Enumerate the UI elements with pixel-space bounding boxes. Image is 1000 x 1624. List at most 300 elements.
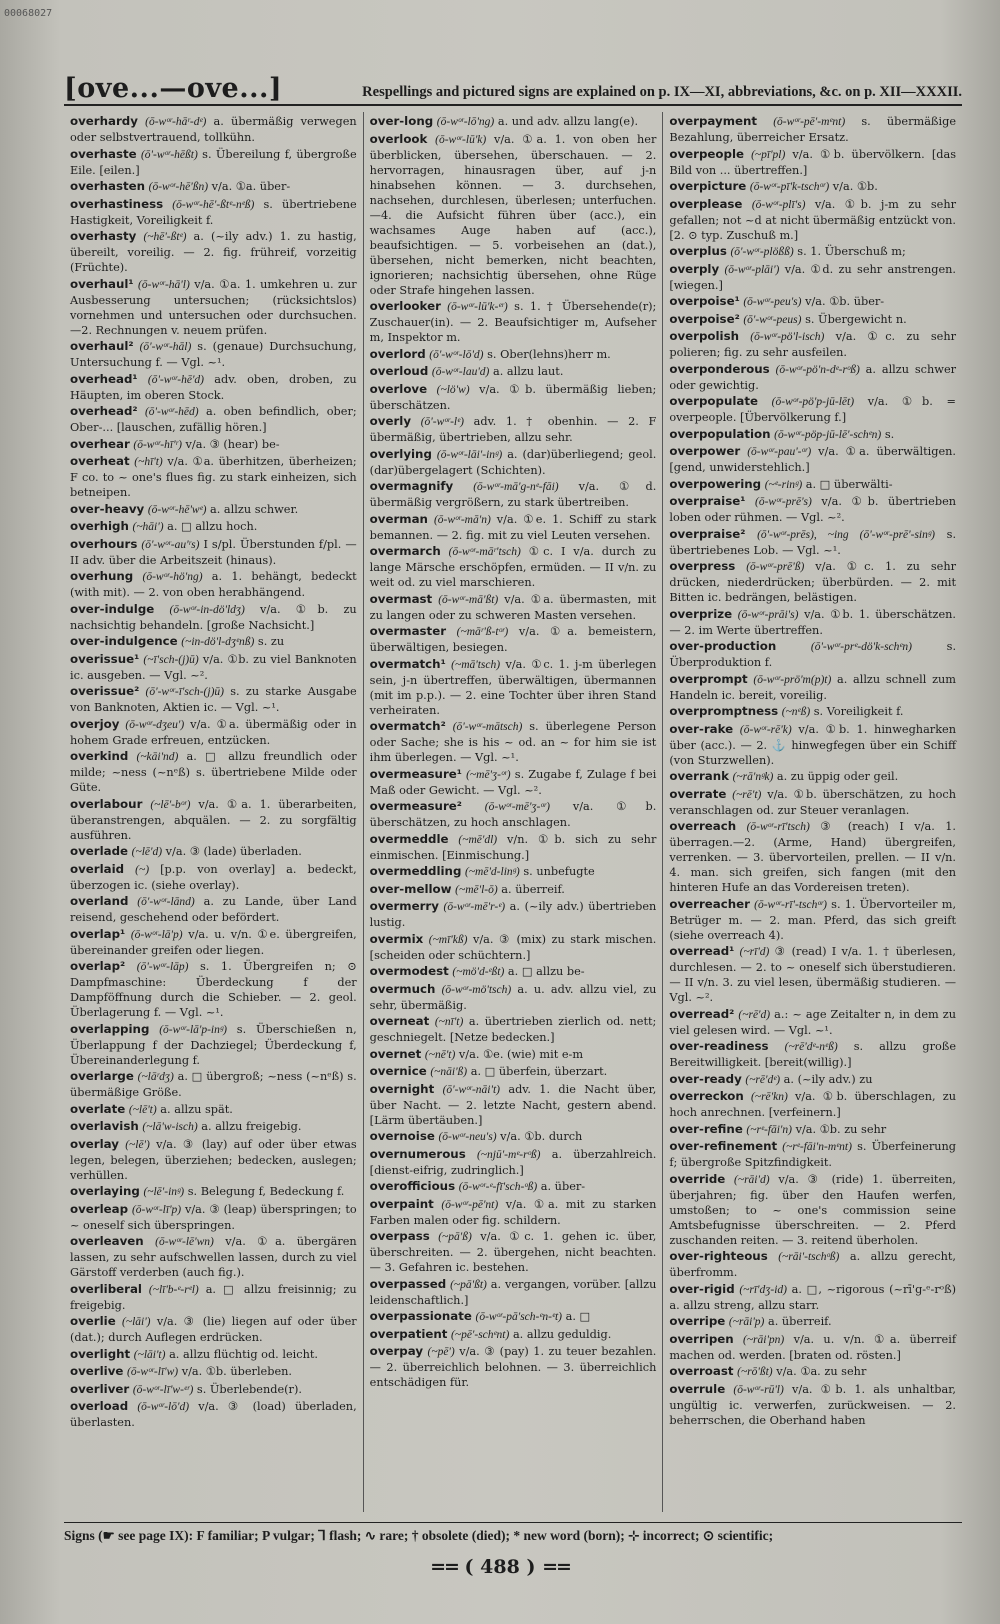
dictionary-entry — [669, 1039, 956, 1070]
definition: ①c. I v/a. durch zu lange Märsche erschöpfen, ermüden. — II v/n. zu weit od. zu viel marschieren. — [369, 545, 657, 589]
definition: s. Belegung f, Bedeckung f. — [187, 1185, 345, 1198]
pronunciation: (~hāi') — [132, 521, 164, 533]
dictionary-entry — [669, 607, 956, 638]
headword: overmatch² — [369, 719, 446, 733]
headword: overpoise² — [669, 311, 740, 326]
pronunciation: (ō-wᵒʳ-mö'tsch) — [441, 983, 512, 996]
pronunciation: (~hī't) — [134, 456, 163, 468]
dictionary-entry — [370, 364, 657, 380]
dictionary-entry — [669, 527, 956, 558]
dictionary-entry — [370, 1014, 657, 1045]
definition: a. (dar)überliegend; geol. (dar)übergelagert (Schichten). — [369, 447, 657, 477]
headword: overpaint — [369, 1196, 434, 1211]
dictionary-entry — [669, 559, 956, 605]
dictionary-entry — [370, 1179, 657, 1195]
dictionary-entry — [370, 1082, 657, 1128]
column-right — [663, 112, 962, 1512]
definition: v/a. ③ (lade) überladen. — [165, 845, 302, 858]
dictionary-entry — [370, 1229, 657, 1275]
definition: a. □ überfein, überzart. — [470, 1065, 608, 1078]
pronunciation: (~lī'b-ᵉ-rᵉl) — [148, 1283, 199, 1296]
dictionary-entry — [669, 944, 956, 1005]
headword: overhasten — [70, 179, 146, 193]
dictionary-entry — [370, 1344, 657, 1390]
headword: over-indulge — [70, 601, 155, 616]
dictionary-entry — [669, 394, 956, 425]
pronunciation: (~rāi'pn) — [743, 1333, 785, 1346]
pronunciation: (ō-wᵒʳ-pī'k-tschᵒʳ) — [749, 181, 830, 193]
dictionary-entry — [70, 1382, 357, 1398]
dictionary-entry — [669, 262, 956, 293]
headword: overreacher — [669, 896, 750, 911]
headword: overkind — [70, 749, 129, 763]
definition: a. über- — [540, 1180, 586, 1193]
headword: overprompt — [669, 671, 748, 686]
pronunciation: (ō-wᵒʳ-peu's) — [743, 296, 802, 308]
headword: overlapping — [70, 1021, 150, 1036]
definition: v/a. u. v/n. ①e. übergreifen, übereinander greifen oder liegen. — [70, 927, 357, 957]
headword: overrule — [669, 1381, 726, 1396]
headword: overman — [369, 511, 428, 526]
definition: v/a. ①c. zu sehr polieren; fig. zu sehr ausfeilen. — [669, 330, 957, 359]
definition: v/a. ①d. übermäßig vergrößern, zu stark übertreiben. — [369, 480, 657, 509]
pronunciation: (ō'-wᵒʳ-mātsch) — [452, 721, 523, 733]
definition: adv. 1. die Nacht über, über Nacht. — 2. letzte Nacht, gestern abend. [Lärm übertäuben.] — [369, 1082, 657, 1127]
pronunciation: (~mē'dl) — [458, 833, 498, 846]
definition: v/a. ①a. 1. umkehren u. zur Ausbesserung untersuchen; (rücksichtslos) vornehmen und untersuchen oder durchsuchen.—2. Rechnungen v. neuem prüfen. — [70, 277, 357, 337]
headword: overhardy — [70, 114, 138, 128]
definition: v/a. ①b. — [832, 180, 878, 193]
headword: overmeddle — [369, 831, 449, 846]
dictionary-entry — [669, 639, 956, 670]
pronunciation: (~pī'pl) — [751, 148, 786, 161]
pronunciation: (~rē'dᵉ-nᵉß) — [784, 1041, 838, 1053]
headword: overhead² — [70, 404, 138, 418]
definition: v/a. ①a. mit zu starken Farben malen oder fig. schildern. — [369, 1197, 657, 1227]
dictionary-entry — [70, 717, 357, 748]
pronunciation: (~mā'tsch) — [451, 658, 501, 671]
pronunciation: (ō-wᵒʳ-mē'ʒ-ᵒʳ) — [484, 801, 551, 813]
definition: [p.p. von overlay] a. bedeckt, überzogen ic. (siehe overlay). — [70, 862, 357, 892]
headword: overpeople — [669, 146, 744, 161]
pronunciation: (ō-wᵒʳ-plāi') — [724, 263, 780, 276]
dictionary-entry — [669, 769, 956, 785]
pronunciation: (ō-wᵒʳ-hē'wᵉ) — [147, 503, 207, 516]
headword: override — [669, 1171, 726, 1186]
definition: a. allzu freigebig. — [201, 1120, 302, 1133]
headword: over-mellow — [369, 881, 452, 896]
definition: a. allzu schnell zum Handeln ic. bereit, voreilig. — [669, 672, 957, 702]
dictionary-entry — [70, 1022, 357, 1068]
definition: v/a. ①a. 1. überarbeiten, überanstrengen, abquälen. — 2. zu sorgfältig ausführen. — [70, 797, 357, 842]
pronunciation: (ō-wᵒʳ-rī'tsch) — [746, 821, 810, 833]
definition: v/a. ①b. zu nachsichtig behandeln. [große Nachsicht.] — [70, 602, 357, 632]
page-header — [64, 70, 962, 106]
dictionary-entry — [70, 372, 357, 403]
dictionary-entry — [669, 362, 956, 393]
pronunciation: (~kāi'nd) — [136, 751, 179, 763]
dictionary-entry — [370, 932, 657, 963]
headword: overhasty — [70, 229, 137, 243]
pronunciation: (ō'-wᵒʳ-lᵉ) — [420, 416, 464, 428]
definition: v/a. ①e. (wie) mit e-m — [458, 1047, 584, 1061]
pronunciation: (ō'-wᵒʳ-hēd) — [144, 406, 199, 418]
definition: v/a. ①d. zu sehr anstrengen. [wiegen.] — [669, 262, 957, 292]
dictionary-entry — [669, 197, 956, 243]
headword: overofficious — [369, 1179, 456, 1193]
column-left — [64, 112, 364, 1512]
headword: overplease — [669, 196, 743, 211]
headword: overlook — [369, 131, 428, 146]
headword: overmeasure² — [369, 799, 462, 813]
headword: overlaid — [70, 861, 125, 876]
dictionary-entry — [370, 719, 657, 765]
pronunciation: (ō-wᵒʳ-prē's) — [755, 496, 812, 508]
dictionary-entry — [370, 347, 657, 363]
definition: s. Übergewicht n. — [805, 312, 907, 326]
pronunciation: (ō'-wᵒʳ-hāl) — [139, 341, 192, 353]
dictionary-entry — [370, 882, 657, 898]
dictionary-entry — [669, 1314, 956, 1330]
headword: overhaste — [70, 146, 137, 161]
definition: a. □ überwälti- — [805, 477, 893, 491]
dictionary-entry — [669, 427, 956, 443]
headword: overliberal — [70, 1281, 142, 1296]
pronunciation: (~nᵉß) — [781, 706, 811, 718]
dictionary-entry — [70, 404, 357, 435]
dictionary-entry — [70, 634, 357, 650]
headword: overissue¹ — [70, 651, 140, 666]
headword: overmeddling — [369, 864, 462, 878]
guide-words: [ove...—ove...] — [64, 73, 283, 104]
headword: overnice — [369, 1064, 427, 1078]
headword: overlord — [369, 346, 426, 361]
dictionary-entry — [70, 1184, 357, 1200]
dictionary-entry — [70, 1314, 357, 1345]
dictionary-entry — [669, 1007, 956, 1038]
dictionary-entry — [70, 1102, 357, 1118]
dictionary-entry — [669, 1089, 956, 1120]
dictionary-entry — [370, 1129, 657, 1145]
dictionary-entry — [669, 1122, 956, 1138]
headword: overpay — [369, 1344, 424, 1358]
pronunciation: (ō'-wᵒʳ-lānd) — [137, 896, 195, 908]
dictionary-entry — [370, 624, 657, 655]
headword: over-rake — [669, 721, 734, 736]
pronunciation: (~lē'd) — [131, 846, 163, 858]
dictionary-entry — [70, 862, 357, 893]
dictionary-entry — [669, 294, 956, 310]
pronunciation: (ō-wᵒʳ-prāi's) — [737, 608, 799, 621]
entry-columns — [64, 112, 962, 1512]
pronunciation: (ō-wᵒʳ-lī'w) — [127, 1366, 179, 1378]
definition: a. □ — [565, 1310, 591, 1323]
headword: overliver — [70, 1381, 130, 1396]
pronunciation: (ō-wᵒʳ-pö'l-isch) — [750, 331, 825, 343]
headword: overpopulation — [669, 426, 771, 441]
definition: v/a. ③ (pay) 1. zu teuer bezahlen. — 2. überreichlich belohnen. — 3. überreichlich entschädigen für. — [369, 1345, 657, 1389]
headword: overpraise² — [669, 526, 746, 541]
headword: over-refinement — [669, 1139, 778, 1153]
dictionary-entry — [370, 592, 657, 623]
dictionary-entry — [669, 722, 956, 768]
dictionary-entry — [70, 1234, 357, 1280]
definition: I s/pl. Überstunden f/pl. — II adv. über die Arbeitszeit (hinaus). — [70, 537, 357, 567]
column-middle — [364, 112, 664, 1512]
rule-right: == — [542, 1556, 570, 1578]
headword: overmarch — [369, 544, 441, 558]
definition: v/a. ③ (load) überladen, überlasten. — [70, 1400, 357, 1429]
definition: s. Zugabe f, Zulage f bei Maß oder Gewicht. — Vgl. ~². — [369, 767, 657, 797]
headword: overpopulate — [669, 394, 758, 408]
pronunciation: (~rāi'd) — [734, 1173, 770, 1186]
dictionary-entry — [70, 537, 357, 568]
dictionary-entry — [669, 1382, 956, 1428]
definition: v/a. ①a. übergären lassen, zu sehr aufschwellen lassen, durch zu viel Gärstoff verderben (auch fig.). — [70, 1235, 357, 1279]
definition: ③ (reach) I v/a. 1. überragen.—2. (Arme, Hand) übergreifen, verrenken. — 3. übervorteilen, prellen. — II v/n. 4. man. sich greifen, sich fangen (mit den hinteren Hufe an das Vordereisen treten). — [669, 820, 957, 894]
definition: v/a. ①b. 1. überschätzen. — 2. im Werte übertreffen. — [669, 607, 957, 637]
headword: over-heavy — [70, 501, 145, 516]
pronunciation: (ō-wᵒʳ-pö'p-jū-lēt) — [771, 396, 855, 408]
headword: overmix — [369, 931, 424, 946]
definition: v/a. ①b. übervölkern. [das Bild von ... übertreffen.] — [669, 147, 957, 177]
definition: v/a. ①c. 1. j-m überlegen sein, j-n übertreffen, überwältigen, übermannen (mit im p.p.). — 2. eine Tochter über ihren Stand verheiraten. — [369, 657, 657, 717]
definition: s. zu — [257, 635, 285, 648]
pronunciation: (~njū'-mᵉ-rᵒß) — [476, 1148, 541, 1161]
headword: overpowering — [669, 476, 762, 491]
definition: v/a. ①b. zu sehr — [795, 1122, 887, 1136]
pronunciation: (ō-wᵒʳ-ᵉ-fī'sch-ᵒß) — [458, 1181, 538, 1193]
headword: overlying — [369, 446, 432, 461]
pronunciation: (ō-wᵒʳ-neu's) — [438, 1131, 497, 1143]
definition: v/a. ①a. bemeistern, überwältigen, besiegen. — [369, 625, 657, 654]
pronunciation: (ō-wᵒʳ-pā'sch-ᵉn-ᵉt) — [475, 1311, 562, 1323]
definition: v/a. ①b. über- — [805, 295, 885, 308]
headword: overread² — [669, 1006, 735, 1021]
headword: overlooker — [369, 299, 441, 313]
headword: overmatch¹ — [369, 656, 446, 671]
definition: s. Übereilung f, übergroße Eile. [eilen.] — [70, 147, 357, 177]
headword: overleaven — [70, 1234, 144, 1248]
headword: over-rigid — [669, 1281, 735, 1296]
definition: a. □ allzu hoch. — [167, 520, 258, 533]
dictionary-entry — [669, 1282, 956, 1313]
definition: a. zu üppig oder geil. — [776, 770, 899, 783]
pronunciation: (~hē'-ßtᵉ) — [143, 231, 187, 243]
definition: v/a. ③ (lay) auf oder über etwas legen, belegen, überziehen; bedecken, auslegen; verhüllen. — [70, 1137, 357, 1182]
pronunciation: (~nē't) — [424, 1048, 456, 1061]
headword: overlight — [70, 1346, 131, 1361]
definition: v/a. u. v/n. ①a. überreif machen od. werden. [braten od. rösten.] — [669, 1332, 957, 1362]
pronunciation: (ō-wᵒʳ-mē'r-ᵉ) — [443, 901, 506, 913]
definition: a. und adv. allzu lang(e). — [497, 115, 639, 128]
definition: a. □ allzu freundlich oder milde; ~ness (~nᵉß) s. übertriebene Milde oder Güte. — [70, 750, 357, 794]
rule-left: == — [430, 1556, 458, 1578]
definition: s. 1. † Übersehende(r); Zuschauer(in). — 2. Beaufsichtiger m, Aufseher m, Inspektor m. — [369, 300, 657, 344]
dictionary-entry — [370, 447, 657, 478]
definition: v/n. ①b. sich zu sehr einmischen. [Einmischung.] — [369, 832, 657, 862]
definition: v/a. ①b. überleben. — [181, 1365, 293, 1378]
headword: overhastiness — [70, 196, 164, 211]
pronunciation: (ō'-wᵒʳ-au'ʳs) — [141, 538, 200, 551]
headword: overlay — [70, 1136, 119, 1151]
definition: v/a. ①a. überwältigen. [gend, unwiderstehlich.] — [669, 445, 957, 474]
headword: overreckon — [669, 1089, 744, 1103]
pronunciation: (~ᵉ-rinᵍ) — [764, 478, 803, 491]
dictionary-entry — [669, 494, 956, 525]
headword: overlade — [70, 844, 129, 858]
definition: s. Voreiligkeit f. — [813, 705, 904, 718]
headword: overprize — [669, 606, 733, 621]
definition: s. 1. Überschuß m; — [797, 245, 906, 258]
pronunciation: (ō-wᵒʳ-plī's) — [751, 198, 806, 211]
headword: overmeasure¹ — [369, 766, 462, 781]
definition: v/a. ①c. 1. gehen ic. über, überschreiten. — 2. übergehen, nicht beachten. — 3. Gefahren ic. bestehen. — [369, 1230, 657, 1274]
pronunciation: (~rē'kn) — [751, 1091, 788, 1103]
dictionary-entry — [370, 1309, 657, 1325]
dictionary-entry — [70, 1347, 357, 1363]
pronunciation: (ō-wᵒʳ-dʒeu') — [125, 718, 185, 731]
signs-legend: Signs (☛ see page IX): F familiar; P vulgar; ⅂ flash; ∿ rare; † obsolete (died); * new word (born); ⊹ incorrect; ⊙ scientific; — [64, 1522, 962, 1549]
dictionary-entry — [370, 657, 657, 718]
headword: overhear — [70, 436, 130, 451]
dictionary-entry — [370, 799, 657, 830]
definition: v/a. ①b. übermäßig lieben; überschätzen. — [369, 382, 657, 412]
dictionary-entry — [70, 797, 357, 843]
definition: s. Überschießen n, Überlappung f der Dachziegel; Überdeckung f, Übereinanderlegung f. — [70, 1022, 357, 1067]
headword: overlive — [70, 1364, 124, 1378]
headword: overripe — [669, 1314, 726, 1328]
definition: adv. 1. † obenhin. — 2. F übermäßig, übertrieben, allzu sehr. — [369, 415, 657, 444]
headword: overpatient — [369, 1326, 448, 1341]
pronunciation: (ō-wᵒʳ-pöp-jū-lē'-schᵉn) — [774, 428, 882, 441]
definition: a. allzu spät. — [160, 1102, 233, 1116]
headword: overjoy — [70, 716, 120, 731]
pronunciation: (~mö'd-ᵉßt) — [452, 966, 505, 978]
pronunciation: (ō-wᵒʳ-lū'k-ᵉʳ) — [447, 301, 508, 313]
pronunciation: (ō-wᵒʳ-hī'ʳ) — [133, 438, 182, 451]
pronunciation: (ō'-wᵒʳ-lāp) — [136, 961, 189, 973]
headword: overhaul² — [70, 339, 134, 353]
pronunciation: (ō-wᵒʳ-pö'n-dᵉ-rᵒß) — [775, 363, 860, 376]
headword: overlaying — [70, 1184, 140, 1198]
definition: a. u. adv. allzu viel, zu sehr, übermäßig. — [369, 982, 657, 1012]
headword: overlie — [70, 1314, 116, 1328]
headword: overply — [669, 261, 720, 276]
page-number-line — [0, 1556, 1000, 1578]
dictionary-entry — [70, 1364, 357, 1380]
headword: overlap² — [70, 959, 126, 973]
dictionary-entry — [669, 1332, 956, 1363]
headword: overpicture — [669, 179, 747, 193]
pronunciation: (~in-dö'l-dʒᵉnß) — [181, 636, 255, 648]
definition: s. unbefugte — [523, 865, 595, 878]
definition: a. übertrieben zierlich od. nett; geschniegelt. [Netze bedecken.] — [369, 1015, 657, 1044]
definition: a. □, ~rigorous (~rī'g-ᵉ-rᵒß) a. allzu streng, allzu starr. — [669, 1282, 957, 1312]
dictionary-entry — [669, 1249, 956, 1280]
headword: overpassed — [369, 1276, 447, 1291]
dictionary-entry — [70, 1069, 357, 1100]
headword: overmaster — [369, 624, 447, 638]
definition: a. (~ily adv.) übertrieben lustig. — [369, 900, 657, 929]
definition: a. allzu laut. — [492, 365, 564, 378]
definition: v/a. ①b. = overpeople. [Übervölkerung f.] — [669, 395, 957, 424]
dictionary-entry — [370, 414, 657, 445]
headword: over-readiness — [669, 1039, 769, 1053]
definition: a. allzu schwer oder gewichtig. — [669, 362, 957, 392]
definition: v/a. ③ (leap) überspringen; to ~ oneself sich überspringen. — [70, 1202, 357, 1232]
pronunciation: (ō'-wᵒʳ-nāi't) — [442, 1083, 500, 1096]
pronunciation: (ō-wᵒʳ-lā'p-inᵍ) — [159, 1023, 227, 1036]
headword: over-indulgence — [70, 634, 178, 648]
pronunciation: (~mē'l-ō) — [455, 883, 498, 896]
headword: overnet — [369, 1046, 422, 1061]
definition: a. übermäßig verwegen oder selbstvertrauend, tollkühn. — [70, 115, 357, 144]
dictionary-entry — [669, 1139, 956, 1170]
dictionary-entry — [669, 1364, 956, 1380]
definition: v/a. ①a. übermäßig oder in hohem Grade erfreuen, entzücken. — [70, 717, 357, 747]
pronunciation: (ō'-wᵒʳ-prēs), ~ing (ō'-wᵒʳ-prē'-sinᵍ) — [757, 528, 935, 541]
paren-open: ( — [464, 1556, 481, 1578]
dictionary-entry — [669, 672, 956, 703]
pronunciation: (ō-wᵒʳ-rū'l) — [733, 1383, 784, 1396]
definition: s. überlegene Person oder Sache; she is his ~ od. an ~ for him sie ist ihm überlegen. — Vgl. ~¹. — [369, 720, 657, 764]
pronunciation: (~māʳ'ß-tᵒʳ) — [456, 626, 509, 638]
pronunciation: (~rē'dᵉ) — [745, 1073, 781, 1086]
dictionary-entry — [70, 1282, 357, 1313]
definition: v/a. ①b. überschätzen, zu hoch anschlagen. — [369, 800, 657, 829]
pronunciation: (~pē'-schᵉnt) — [451, 1328, 510, 1341]
dictionary-entry — [370, 114, 657, 130]
pronunciation: (~lē') — [125, 1138, 150, 1151]
headword: overlove — [369, 381, 428, 396]
definition: ③ (read) I v/a. 1. † überlesen, durchlesen. — 2. to ~ oneself sich überstudieren. — II v/n. 3. zu viel lesen, übermäßig studieren. — Vgl. ~². — [669, 945, 957, 1004]
definition: a. allzu gerecht, überfromm. — [669, 1250, 957, 1279]
headword: overnoise — [369, 1129, 435, 1143]
definition: s. allzu große Bereitwilligkeit. [bereit(willig).] — [669, 1040, 957, 1069]
dictionary-entry — [70, 229, 357, 275]
pronunciation: (ō'-wᵒʳ-prᵉ-dö'k-schᵉn) — [810, 641, 912, 653]
headword: overland — [70, 894, 129, 908]
pronunciation: (~rāi'p) — [728, 1316, 765, 1328]
definition: v/a. ①b. überschlagen, zu hoch anrechnen. [verfeinern.] — [669, 1090, 957, 1119]
pronunciation: (ō-wᵒʳ-rē'k) — [739, 723, 792, 736]
dictionary-entry — [70, 1399, 357, 1430]
dictionary-entry — [370, 512, 657, 543]
pronunciation: (ō-wᵒʳ-hö'ng) — [142, 571, 203, 583]
headword: overripen — [669, 1331, 734, 1346]
pronunciation: (~lē'-bᵒʳ) — [150, 798, 191, 811]
headword: overloud — [369, 364, 429, 378]
dictionary-entry — [70, 339, 357, 370]
pronunciation: (~rē't) — [732, 788, 762, 801]
dictionary-entry — [70, 1137, 357, 1183]
dictionary-entry — [669, 897, 956, 943]
headword: overmuch — [369, 981, 436, 996]
pronunciation: (ō'-wᵒʳ-hē'd) — [147, 373, 204, 386]
definition: v/a. ①c. 1. zu sehr drücken, niederdrücken; überbürden. — 2. mit Bitten ic. bedrängen, belästigen. — [669, 560, 957, 604]
headword: over-long — [369, 114, 434, 128]
definition: v/a. ③ (mix) zu stark mischen. [scheiden oder schüchtern.] — [369, 932, 657, 962]
definition: v/a. ①b. 1. als unhaltbar, ungültig ic. verwerfen, zurückweisen. — 2. beherrschen, die Oberhand haben — [669, 1382, 957, 1427]
definition: s. (genaue) Durchsuchung, Untersuchung f. — Vgl. ~¹. — [70, 340, 357, 369]
scan-id: 00068027 — [4, 8, 53, 19]
pronunciation: (ō-wᵒʳ-lī'w-ᵉʳ) — [132, 1383, 194, 1396]
pronunciation: (~lāi') — [122, 1316, 151, 1328]
definition: v/a. ①a. 1. von oben her überblicken, übersehen, überschauen. — 2. hervorragen, hinausragen über, auf j-n hinabsehen können. — 3. durchsehen, nachsehen, durchlesen, überlesen; unterfuchen.—4. die Aufsicht führen über (acc.), ein wachsames Auge haben auf (acc.), beaufsichtigen. — 5. vorbeisehen an (dat.), übersehen, nicht bemerken, nicht beachten, ignorieren; nachsichtig übersehen, ohne Rüge oder Strafe hingehen lassen. — [369, 132, 657, 297]
definition: a. überreif. — [501, 882, 565, 896]
pronunciation: (~rī'd) — [739, 946, 770, 958]
